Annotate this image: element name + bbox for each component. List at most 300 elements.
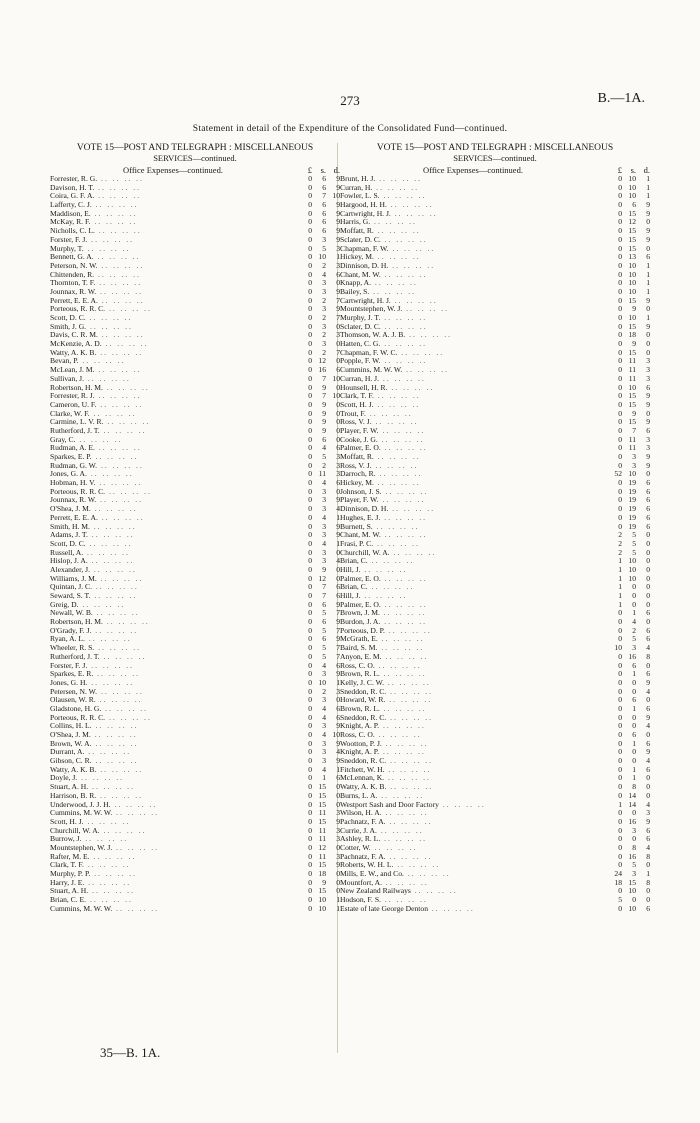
table-row [340,818,650,827]
table-row [340,827,650,836]
table-row [50,210,340,219]
pounds: 5 [618,896,622,905]
pence: 3 [336,244,340,253]
pounds: 0 [618,722,622,731]
table-row [340,540,650,549]
table-row [50,688,340,697]
pounds: 0 [308,261,312,270]
pounds: 1 [618,600,622,609]
pence: 0 [646,592,650,600]
payee-name: McKay, R. F. .. .. .. .. [50,218,138,227]
table-row [50,583,340,592]
shillings: 11 [318,809,326,818]
table-row [340,670,650,679]
leader-dots: .. .. .. .. [99,426,147,435]
table-row [50,566,340,575]
leader-dots: .. .. .. .. [380,600,428,609]
pounds: 0 [308,496,312,505]
pounds: 0 [618,366,622,375]
pounds: 0 [308,322,312,331]
leader-dots: .. .. .. .. [91,757,139,766]
shillings: 9 [322,400,326,409]
payee-name: Howard, W. R. .. .. .. .. [340,696,433,705]
pence: 6 [646,383,650,392]
payee-name: Brown, W. A. .. .. .. .. [50,739,139,748]
leader-dots: .. .. .. .. [95,279,143,288]
payee-name: Burdon, J. A. .. .. .. .. [340,618,428,627]
shillings: 5 [322,244,326,253]
pence: 3 [646,444,650,453]
leader-dots: .. .. .. .. [96,496,143,505]
shillings: 3 [322,522,326,531]
payee-name: Chant, M. W. .. .. .. .. [340,270,428,279]
shillings: 3 [322,557,326,566]
document-reference: B.—1A. [597,91,645,106]
pence: 3 [336,331,340,340]
shillings: 4 [322,479,326,488]
pounds: 0 [618,400,622,409]
pounds: 0 [308,244,312,253]
pounds: 0 [308,835,312,844]
shillings: 15 [628,244,636,253]
payee-name: Watty, A. K. B. .. .. .. .. [340,783,434,792]
pounds: 0 [618,739,622,748]
table-row [340,505,650,514]
shillings: 9 [322,426,326,435]
leader-dots: .. .. .. .. [105,487,152,496]
leader-dots: .. .. .. .. [90,218,138,227]
shillings: 15 [628,400,636,409]
payee-name: Mountfort, A. .. .. .. .. [340,878,429,887]
table-row [340,340,650,349]
pence: 4 [646,687,650,696]
pounds: 0 [308,400,312,409]
pence: 1 [646,279,650,288]
shillings: 9 [632,409,636,418]
table-row [50,696,340,705]
payee-name: Knight, A. P. .. .. .. .. [340,748,426,757]
leader-dots: .. .. .. .. [379,192,427,201]
pence: 7 [336,644,340,653]
leader-dots: .. .. .. .. [93,253,141,262]
page-number: 273 [340,93,360,108]
pence: 6 [646,765,650,774]
shillings: 15 [628,878,636,887]
shillings: 5 [322,609,326,618]
table-row [50,444,340,453]
pence: 4 [646,843,650,852]
leader-dots: .. .. .. .. [372,522,420,531]
pence: 0 [646,783,650,792]
leader-dots: .. .. .. .. [90,731,138,739]
shillings: 15 [628,392,636,401]
leader-dots: .. .. .. .. [373,400,421,409]
shillings: 11 [628,374,636,383]
payee-name: Bennett, G. A. .. .. .. .. [50,253,141,262]
pence: 6 [646,253,650,262]
payee-name: Stuart, A. H. .. .. .. .. [50,887,135,896]
shillings: 6 [322,183,326,192]
table-row [50,801,340,810]
pounds: 0 [308,843,312,852]
payee-name: Jounnax, R. W. .. .. .. .. [50,287,143,296]
payee-name: Hickey, M. .. .. .. .. [340,253,421,262]
shillings: 3 [322,696,326,705]
table-row [340,870,650,879]
payee-name: Fitchett, W. H. .. .. .. .. [340,765,432,774]
table-row [340,279,650,288]
table-row [340,253,650,262]
payment-list [50,175,340,913]
pence: 0 [646,896,650,905]
pence: 1 [336,904,340,913]
pence: 0 [646,583,650,592]
table-row [50,384,340,393]
pence: 1 [336,896,340,905]
pounds: 0 [618,235,622,244]
leader-dots: .. .. .. .. [371,418,419,427]
table-row [50,705,340,714]
shillings-header: s. [320,165,326,175]
shillings: 11 [318,835,326,844]
payee-name: Maddison, E. .. .. .. .. [50,209,138,218]
payee-name: Player, F. W. .. .. .. .. [340,426,426,435]
payee-name: Hickey, M. .. .. .. .. [340,479,421,488]
pounds: 0 [308,583,312,592]
table-row [340,688,650,697]
table-row [340,844,650,853]
pence: 6 [646,479,650,488]
pounds: 0 [618,201,622,210]
pence: 9 [646,453,650,461]
pounds: 0 [308,644,312,653]
shillings: 12 [318,843,326,852]
payee-name: Curran, H. .. .. .. .. [340,183,420,192]
pounds: 0 [308,175,312,183]
leader-dots: .. .. .. .. [380,270,428,279]
payee-name: Smith, H. M. .. .. .. .. [50,522,137,531]
leader-dots: .. .. .. .. [91,201,139,210]
pounds: 0 [618,426,622,435]
pence: 6 [336,444,340,453]
pence: 4 [646,800,650,809]
payee-name: Hill, J. .. .. .. .. [340,565,408,574]
payee-name: Kelly, J. C. W. .. .. .. .. [340,678,431,687]
leader-dots: .. .. .. .. [110,800,158,809]
payee-name: Hatten, C. G. .. .. .. .. [340,340,428,349]
shillings: 19 [628,479,636,488]
table-row [50,505,340,514]
table-row [50,236,340,245]
payee-name: Sneddon, R. C. .. .. .. .. [340,757,433,766]
pence: 3 [646,366,650,375]
payee-name: Brian, C. .. .. .. .. [340,583,415,592]
payee-name: Cummins, M. W. W. .. .. .. .. [50,809,160,818]
pence: 1 [336,765,340,774]
pounds: 0 [618,713,622,722]
leader-dots: .. .. .. .. [384,678,431,687]
payee-name: Sclater, D. C. .. .. .. .. [340,235,428,244]
shillings: 10 [318,253,326,262]
pounds: 0 [618,279,622,288]
pence: 0 [646,774,650,783]
leader-dots: .. .. .. .. [379,722,426,731]
shillings: 13 [628,253,636,262]
pence: 1 [646,314,650,322]
shillings: 0 [632,687,636,696]
shillings: 10 [628,904,636,913]
pounds: 2 [618,531,622,540]
pounds: 0 [618,453,622,461]
pence: 6 [646,426,650,435]
table-row [50,305,340,314]
table-row [340,297,650,306]
table-row [50,453,340,462]
leader-dots: .. .. .. .. [377,635,425,644]
payee-name: Robertson, H. M. .. .. .. .. [50,383,150,392]
payee-name: Pachnatz, F. A. .. .. .. .. [340,817,433,826]
pence: 6 [336,366,340,375]
pounds: 0 [308,887,312,896]
leader-dots: .. .. .. .. [402,305,450,314]
pounds: 0 [308,409,312,418]
pounds: 18 [614,878,622,887]
table-row [50,184,340,193]
pounds: 0 [618,314,622,322]
leader-dots: .. .. .. .. [380,835,427,844]
pounds: 0 [308,809,312,818]
leader-dots: .. .. .. .. [380,896,428,905]
shillings: 0 [632,748,636,757]
shillings: 15 [318,887,326,896]
leader-dots: .. .. .. .. [86,322,133,331]
pounds: 0 [618,635,622,644]
pounds: 0 [618,704,622,713]
pounds: 0 [308,357,312,366]
table-row [50,314,340,323]
payee-name: Brown, J. M. .. .. .. .. [340,609,427,618]
leader-dots: .. .. .. .. [373,392,421,401]
pounds: 0 [618,209,622,218]
table-row [50,375,340,384]
pounds: 0 [618,192,622,201]
pence: 9 [336,183,340,192]
table-row [340,549,650,558]
leader-dots: .. .. .. .. [386,201,434,210]
pence: 0 [336,565,340,574]
shillings: 3 [322,305,326,314]
pence: 1 [646,287,650,296]
leader-dots: .. .. .. .. [87,235,135,244]
pence: 3 [336,809,340,818]
table-row [50,557,340,566]
pence: 0 [336,887,340,896]
payee-name: Ross, V. J. .. .. .. .. [340,418,419,427]
pounds: 0 [308,209,312,218]
pence: 9 [336,235,340,244]
payee-name: Bevan, P. .. .. .. .. [50,357,126,366]
shillings: 15 [628,348,636,357]
pounds: 0 [308,774,312,783]
pounds: 0 [308,296,312,305]
payee-name: Player, F. W. .. .. .. .. [340,496,426,505]
payee-name: Wootton, P. J. .. .. .. .. [340,739,429,748]
pounds: 0 [618,383,622,392]
pence: 7 [336,296,340,305]
leader-dots: .. .. .. .. [83,374,131,383]
leader-dots: .. .. .. .. [388,505,436,514]
payee-name: Hislop, J. A. .. .. .. .. [50,557,135,566]
shillings: 4 [322,539,326,548]
leader-dots: .. .. .. .. [84,878,132,887]
pounds: 0 [618,357,622,366]
table-row [340,488,650,497]
payee-name: Roberts, W. H. L. .. .. .. .. [340,861,441,870]
leader-dots: .. .. .. .. [381,739,429,748]
shillings: 3 [322,739,326,748]
pence: 7 [336,348,340,357]
table-row [50,879,340,888]
pounds: 0 [618,757,622,766]
shillings: 15 [318,783,326,792]
shillings: 11 [628,366,636,375]
vote-title: VOTE 15—POST AND TELEGRAPH : MISCELLANEOUS [376,143,614,153]
leader-dots: .. .. .. .. [369,287,417,296]
table-row [340,879,650,888]
payee-name: Greig, D. .. .. .. .. [50,600,126,609]
pounds-header: £ [617,165,622,175]
pounds: 0 [308,609,312,618]
table-row [340,835,650,844]
shillings: 11 [628,357,636,366]
pounds: 0 [308,635,312,644]
payee-name: Nicholls, C. L. .. .. .. .. [50,227,142,236]
pence: 9 [646,817,650,826]
table-row [340,575,650,584]
pounds: 0 [618,340,622,349]
table-row [340,418,650,427]
pounds: 0 [618,843,622,852]
table-row [50,175,340,184]
shillings: 14 [628,800,636,809]
leader-dots: .. .. .. .. [403,870,451,878]
leader-dots: .. .. .. .. [377,644,425,653]
leader-dots: .. .. .. .. [380,235,428,244]
pence: 6 [646,505,650,514]
pence: 6 [646,670,650,679]
payee-name: Gray, C. .. .. .. .. [50,435,123,444]
leader-dots: .. .. .. .. [380,340,428,349]
leader-dots: .. .. .. .. [388,244,436,253]
payee-name: Cameron, U. F. .. .. .. .. [50,400,144,409]
pence: 0 [336,843,340,852]
leader-dots: .. .. .. .. [96,765,144,774]
leader-dots: .. .. .. .. [97,687,144,696]
leader-dots: .. .. .. .. [93,670,141,679]
shillings: 9 [322,565,326,574]
shillings: 10 [318,904,326,913]
leader-dots: .. .. .. .. [380,314,428,322]
leader-dots: .. .. .. .. [373,539,420,548]
payee-name: Smith, J. G. .. .. .. .. [50,322,133,331]
table-row [340,357,650,366]
pence: 9 [646,400,650,409]
shillings: 5 [322,453,326,461]
shillings: 2 [322,261,326,270]
table-row [50,757,340,766]
table-row [340,462,650,471]
table-row [50,618,340,627]
pounds: 0 [618,618,622,627]
payee-name: Mountstephen, W. J. .. .. .. .. [50,843,160,852]
table-row [340,635,650,644]
leader-dots: .. .. .. .. [373,253,421,262]
shillings: 3 [322,670,326,679]
leader-dots: .. .. .. .. [86,470,134,479]
payee-name: Pachnatz, F. A. .. .. .. .. [340,852,433,861]
shillings: 16 [628,817,636,826]
pence: 3 [336,687,340,696]
pounds: 1 [618,557,622,566]
pounds: 0 [618,322,622,331]
payee-name: Estate of late George Denton .. .. .. .. [340,904,475,913]
table-row [50,827,340,836]
pence: 0 [646,696,650,705]
shillings: 19 [628,522,636,531]
payee-name: Clark, T. F. .. .. .. .. [50,861,131,870]
leader-dots: .. .. .. .. [378,496,426,505]
leader-dots: .. .. .. .. [371,279,418,288]
shillings: 11 [318,826,326,835]
pence: 0 [646,470,650,479]
table-row [50,349,340,358]
shillings: 12 [318,574,326,583]
shillings: 3 [322,235,326,244]
payee-name: Moffatt, R. .. .. .. .. [340,227,421,236]
pence: 0 [336,418,340,427]
payment-list [340,175,650,913]
pence: 1 [336,539,340,548]
payee-name: O'Grady, F. J. .. .. .. .. [50,626,139,635]
table-row [340,896,650,905]
pounds: 0 [308,661,312,670]
table-row [50,818,340,827]
leader-dots: .. .. .. .. [85,314,133,322]
pence: 6 [646,513,650,522]
table-row [50,514,340,523]
pounds: 0 [618,183,622,192]
leader-dots: .. .. .. .. [438,800,486,809]
payee-name: Chant, M. W. .. .. .. .. [340,531,428,540]
shillings: 4 [322,731,326,739]
pence: 1 [336,253,340,262]
pence: 0 [336,574,340,583]
payee-name: Thomson, W. A. J. B. .. .. .. .. [340,331,452,340]
payee-name: Palmer, E. O. .. .. .. .. [340,444,428,453]
pence: 6 [336,661,340,670]
pence: 7 [336,609,340,618]
shillings: 0 [632,583,636,592]
pence: 1 [646,261,650,270]
pence: 3 [646,357,650,366]
shillings: 2 [322,348,326,357]
pence: 0 [336,435,340,444]
pence: 0 [646,791,650,800]
leader-dots: .. .. .. .. [99,826,147,835]
payee-name: Lafferty, C. J. .. .. .. .. [50,201,139,210]
pounds: 0 [308,565,312,574]
table-row [340,236,650,245]
